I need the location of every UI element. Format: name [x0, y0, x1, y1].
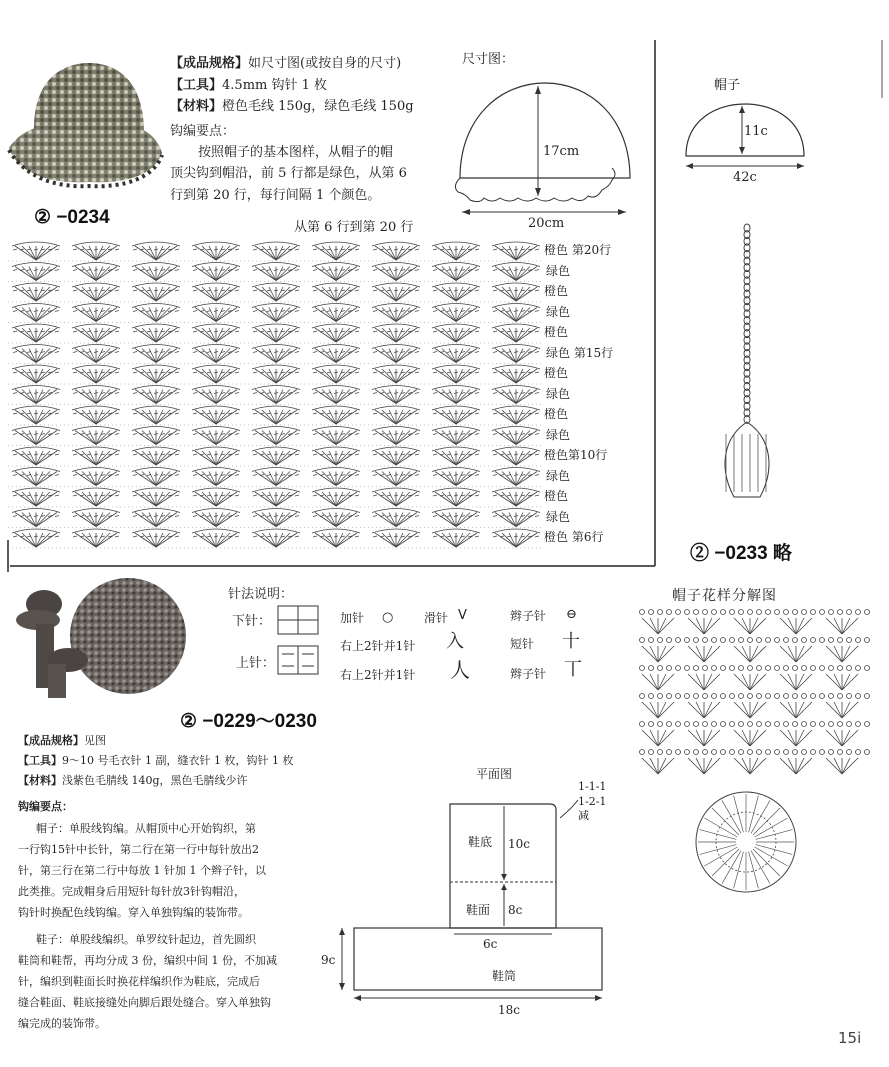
- fan-motif: [72, 468, 120, 486]
- instruction-line: 鞋筒和鞋帮，再均分成 3 份，编织中间 1 份，不加减: [18, 954, 277, 967]
- symbol-name-chain: 辫子针: [510, 609, 547, 623]
- height-label-0233: 11c: [744, 124, 768, 139]
- key-point-line-2: 顶尖钩到帽沿，前 5 行都是绿色，从第 6: [170, 166, 407, 181]
- fan-motif: [12, 365, 60, 383]
- fan-motif: [432, 529, 480, 547]
- fan-motif: [432, 488, 480, 506]
- fan-motif: [12, 263, 60, 281]
- row-label: 橙色 第6行: [544, 530, 604, 544]
- instruction-line: 钩针时换配色线钩编。穿入单独钩编的装饰带。: [18, 906, 249, 919]
- fan-motif: [72, 345, 120, 363]
- tube-height: 9c: [321, 953, 336, 967]
- crown-circle-diagram: [696, 792, 796, 892]
- fan-motif: [312, 386, 360, 404]
- fan-motif: [12, 242, 60, 260]
- chain-stitch-2-icon: 丅: [564, 659, 582, 680]
- fan-motif: [72, 263, 120, 281]
- fan-motif: [72, 509, 120, 527]
- fan-motif: [312, 283, 360, 301]
- fan-motif: [432, 324, 480, 342]
- sole-label: 鞋底: [468, 835, 493, 849]
- hat-title-0233: 帽子: [714, 78, 741, 93]
- size-chart-title: 尺寸图：: [462, 52, 515, 67]
- material-text: 橙色毛线 150g，绿色毛线 150g: [222, 99, 414, 114]
- fan-motif: [192, 283, 240, 301]
- fan-motif: [372, 263, 420, 281]
- fan-motif: [492, 386, 540, 404]
- key-points-title-0229: 钩编要点：: [18, 800, 73, 813]
- fan-motif: [12, 283, 60, 301]
- fan-motif: [72, 386, 120, 404]
- fan-motif: [492, 468, 540, 486]
- fan-motif: [132, 304, 180, 322]
- knit-purl-symbols: [276, 604, 322, 676]
- decrease-note-2: 1-2-1: [578, 795, 607, 808]
- fan-motif: [432, 283, 480, 301]
- specs-label-0229: 【成品规格】: [18, 734, 84, 747]
- k2tog-left-icon: 人: [450, 658, 470, 682]
- fan-motif: [12, 406, 60, 424]
- fan-motif: [12, 468, 60, 486]
- fan-motif: [312, 345, 360, 363]
- increase-icon: ○: [382, 610, 394, 625]
- fan-motif: [192, 406, 240, 424]
- fan-motif: [132, 468, 180, 486]
- fan-motif: [312, 447, 360, 465]
- width-label-0234: 20cm: [528, 216, 565, 231]
- fan-motif: [12, 386, 60, 404]
- fan-motif: [192, 263, 240, 281]
- fan-motif: [312, 242, 360, 260]
- fan-motif: [492, 427, 540, 445]
- fan-motif: [192, 468, 240, 486]
- row-label: 绿色: [546, 509, 571, 524]
- fan-motif: [192, 529, 240, 547]
- fan-motif: [252, 447, 300, 465]
- fan-motif: [432, 304, 480, 322]
- fan-motif: [252, 509, 300, 527]
- decrease-note-1: 1-1-1: [578, 780, 607, 793]
- fan-motif: [132, 509, 180, 527]
- fan-motif: [492, 304, 540, 322]
- pattern-caption: 从第 6 行到第 20 行: [294, 220, 414, 235]
- fan-motif: [192, 324, 240, 342]
- breakdown-row: [640, 694, 870, 719]
- fan-motif: [312, 365, 360, 383]
- fan-motif: [492, 365, 540, 383]
- fan-motif: [12, 509, 60, 527]
- decrease-note-3: 减: [578, 809, 589, 822]
- project-code-0233: ② −0233 略: [690, 543, 792, 564]
- fan-motif: [132, 242, 180, 260]
- fan-motif: [432, 263, 480, 281]
- fan-motif: [312, 263, 360, 281]
- instruction-line: 针，第三行在第二行中每放 1 针加 1 个辫子针，以: [18, 864, 266, 877]
- fan-motif: [432, 406, 480, 424]
- row-label: 橙色: [544, 325, 569, 339]
- breakdown-row: [640, 610, 870, 635]
- fan-motif: [432, 242, 480, 260]
- fan-motif: [72, 488, 120, 506]
- fan-motif: [492, 345, 540, 363]
- fan-motif: [192, 242, 240, 260]
- row-label: 橙色: [544, 407, 569, 421]
- specs-label: 【成品规格】: [170, 56, 249, 71]
- sole-length: 10c: [508, 837, 530, 851]
- fan-motif: [132, 263, 180, 281]
- fan-motif: [132, 447, 180, 465]
- breakdown-row: [640, 638, 870, 663]
- fan-motif: [252, 242, 300, 260]
- purl-label: 上针：: [236, 656, 276, 671]
- fan-motif: [132, 345, 180, 363]
- fan-motif: [312, 406, 360, 424]
- single-crochet-icon: 十: [562, 631, 580, 652]
- specs-text: 如尺寸图(或按自身的尺寸): [248, 56, 402, 71]
- fan-motif: [192, 365, 240, 383]
- instruction-line: 针，编织到鞋面长时换花样编织作为鞋底，完成后: [18, 975, 260, 988]
- fan-motif: [252, 529, 300, 547]
- height-label-0234: 17cm: [543, 144, 580, 159]
- breakdown-row: [640, 750, 870, 775]
- fan-motif: [132, 324, 180, 342]
- row-label: 绿色 第15行: [546, 345, 614, 360]
- fan-motif: [12, 427, 60, 445]
- fan-motif: [432, 509, 480, 527]
- instruction-line: 编完成的装饰带。: [18, 1017, 106, 1030]
- fan-motif: [372, 529, 420, 547]
- key-point-line-1: 按照帽子的基本图样，从帽子的帽: [198, 145, 394, 160]
- fan-motif: [492, 283, 540, 301]
- row-label: 绿色: [546, 263, 571, 278]
- row-label: 橙色: [544, 284, 569, 298]
- fan-motif: [12, 345, 60, 363]
- upper-length: 8c: [508, 903, 523, 917]
- crochet-pattern-grid: [6, 238, 546, 562]
- fan-motif: [492, 529, 540, 547]
- fan-motif: [432, 345, 480, 363]
- fan-motif: [372, 365, 420, 383]
- fan-motif: [192, 509, 240, 527]
- fan-motif: [192, 447, 240, 465]
- slip-stitch-icon: V: [458, 608, 467, 623]
- fan-motif: [432, 427, 480, 445]
- fan-motif: [252, 386, 300, 404]
- tool-label-0229: 【工具】: [18, 754, 62, 767]
- fan-motif: [72, 304, 120, 322]
- upper-label: 鞋面: [466, 903, 491, 917]
- fan-motif: [132, 386, 180, 404]
- hat-breakdown-diagram: [636, 604, 876, 894]
- fan-motif: [492, 447, 540, 465]
- fan-motif: [192, 304, 240, 322]
- fan-motif: [72, 365, 120, 383]
- instruction-line: 此类推。完成帽身后用短针每针放3针钩帽沿，: [18, 885, 245, 898]
- fan-motif: [252, 468, 300, 486]
- symbol-name-single-crochet: 短针: [510, 637, 535, 651]
- instruction-line: 帽子：单股线钩编。从帽顶中心开始钩织，第: [36, 822, 256, 835]
- fan-motif: [312, 427, 360, 445]
- fan-motif: [72, 447, 120, 465]
- material-text-0229: 浅紫色毛腈线 140g，黑色毛腈线少许: [62, 774, 248, 787]
- fan-motif: [372, 509, 420, 527]
- fan-motif: [72, 529, 120, 547]
- row-label: 橙色: [544, 366, 569, 380]
- fan-motif: [372, 406, 420, 424]
- fan-motif: [132, 406, 180, 424]
- project-code-0234: ② −0234: [34, 207, 110, 228]
- fan-motif: [12, 304, 60, 322]
- tube-width: 18c: [498, 1003, 520, 1017]
- fan-motif: [252, 263, 300, 281]
- instruction-line: 缝合鞋面、鞋底接缝处向脚后跟处缝合。穿入单独钩: [18, 996, 271, 1009]
- fan-motif: [132, 488, 180, 506]
- row-label: 绿色: [546, 386, 571, 401]
- fan-motif: [192, 427, 240, 445]
- fan-motif: [372, 427, 420, 445]
- fan-motif: [12, 488, 60, 506]
- row-label: 绿色: [546, 304, 571, 319]
- fan-motif: [252, 488, 300, 506]
- fan-motif: [132, 529, 180, 547]
- fan-motif: [312, 509, 360, 527]
- tube-label: 鞋筒: [492, 969, 517, 983]
- row-label: 橙色: [544, 489, 569, 503]
- fan-motif: [492, 509, 540, 527]
- fan-motif: [192, 345, 240, 363]
- breakdown-row: [640, 666, 870, 691]
- fan-motif: [72, 324, 120, 342]
- material-label: 【材料】: [170, 99, 223, 114]
- breakdown-title: 帽子花样分解图: [672, 588, 777, 604]
- fan-motif: [132, 427, 180, 445]
- legend-title: 针法说明：: [228, 587, 294, 602]
- specs-text-0229: 见图: [84, 734, 106, 747]
- fan-motif: [312, 468, 360, 486]
- fan-motif: [372, 488, 420, 506]
- plan-title: 平面图: [476, 767, 513, 781]
- instruction-line: 鞋子：单股线编织。单罗纹针起边，首先圆织: [36, 933, 256, 946]
- fan-motif: [492, 263, 540, 281]
- symbol-name-chain-2: 辫子针: [510, 667, 547, 681]
- fan-motif: [372, 283, 420, 301]
- fan-motif: [132, 365, 180, 383]
- page-number: 15i: [838, 1029, 862, 1047]
- material-label-0229: 【材料】: [18, 774, 62, 787]
- tool-label: 【工具】: [170, 78, 223, 93]
- fan-motif: [252, 304, 300, 322]
- fan-motif: [372, 324, 420, 342]
- fan-motif: [252, 345, 300, 363]
- fan-motif: [432, 447, 480, 465]
- row-label: 橙色第10行: [544, 448, 608, 462]
- fan-motif: [372, 242, 420, 260]
- width-label-0233: 42c: [733, 170, 757, 185]
- k2tog-right-icon: 入: [446, 631, 464, 652]
- fan-motif: [72, 283, 120, 301]
- row-label: 绿色: [546, 427, 571, 442]
- row-label: 橙色 第20行: [544, 243, 612, 257]
- instruction-line: 一行钩15针中长针，第二行在第一行中每针放出2: [18, 843, 259, 856]
- tassel-body: [725, 422, 769, 497]
- fan-motif: [492, 242, 540, 260]
- fan-motif: [372, 345, 420, 363]
- symbol-name-slip: 滑针: [424, 611, 449, 625]
- fan-motif: [492, 406, 540, 424]
- knit-label: 下针：: [232, 614, 272, 629]
- fan-motif: [372, 304, 420, 322]
- fan-motif: [312, 488, 360, 506]
- fan-motif: [432, 386, 480, 404]
- fan-motif: [492, 324, 540, 342]
- symbol-name-increase: 加针: [340, 611, 365, 625]
- fan-motif: [192, 488, 240, 506]
- tool-text: 4.5mm 钩针 1 枚: [222, 78, 328, 93]
- fan-motif: [12, 529, 60, 547]
- fan-motif: [192, 386, 240, 404]
- fan-motif: [72, 406, 120, 424]
- fan-motif: [12, 324, 60, 342]
- fan-motif: [372, 447, 420, 465]
- fan-motif: [312, 529, 360, 547]
- fan-motif: [312, 324, 360, 342]
- fan-motif: [252, 365, 300, 383]
- fan-motif: [132, 283, 180, 301]
- upper-width: 6c: [483, 937, 498, 951]
- fan-motif: [252, 324, 300, 342]
- fan-motif: [252, 283, 300, 301]
- fan-motif: [12, 447, 60, 465]
- symbol-name-k2tog-right: 右上2针并1针: [340, 639, 416, 653]
- chain-stitch-icon: ⊖: [566, 607, 577, 622]
- tassel-chain-diagram: [712, 222, 782, 504]
- fan-motif: [372, 468, 420, 486]
- hat-shoes-photo-0229: [10, 574, 186, 704]
- fan-motif: [432, 365, 480, 383]
- fan-motif: [72, 242, 120, 260]
- row-label: 绿色: [546, 468, 571, 483]
- fan-motif: [252, 406, 300, 424]
- fan-motif: [432, 468, 480, 486]
- key-point-line-3: 行到第 20 行，每行间隔 1 个颜色。: [170, 188, 381, 203]
- tool-text-0229: 9～10 号毛衣针 1 副，缝衣针 1 枚，钩针 1 枚: [62, 754, 294, 767]
- fan-motif: [492, 488, 540, 506]
- fan-motif: [312, 304, 360, 322]
- key-points-title: 钩编要点：: [170, 124, 236, 139]
- fan-motif: [252, 427, 300, 445]
- fan-motif: [72, 427, 120, 445]
- breakdown-row: [640, 722, 870, 747]
- symbol-name-k2tog-left: 右上2针并1针: [340, 668, 416, 682]
- fan-motif: [372, 386, 420, 404]
- project-code-0229: ② −0229～0230: [180, 711, 317, 732]
